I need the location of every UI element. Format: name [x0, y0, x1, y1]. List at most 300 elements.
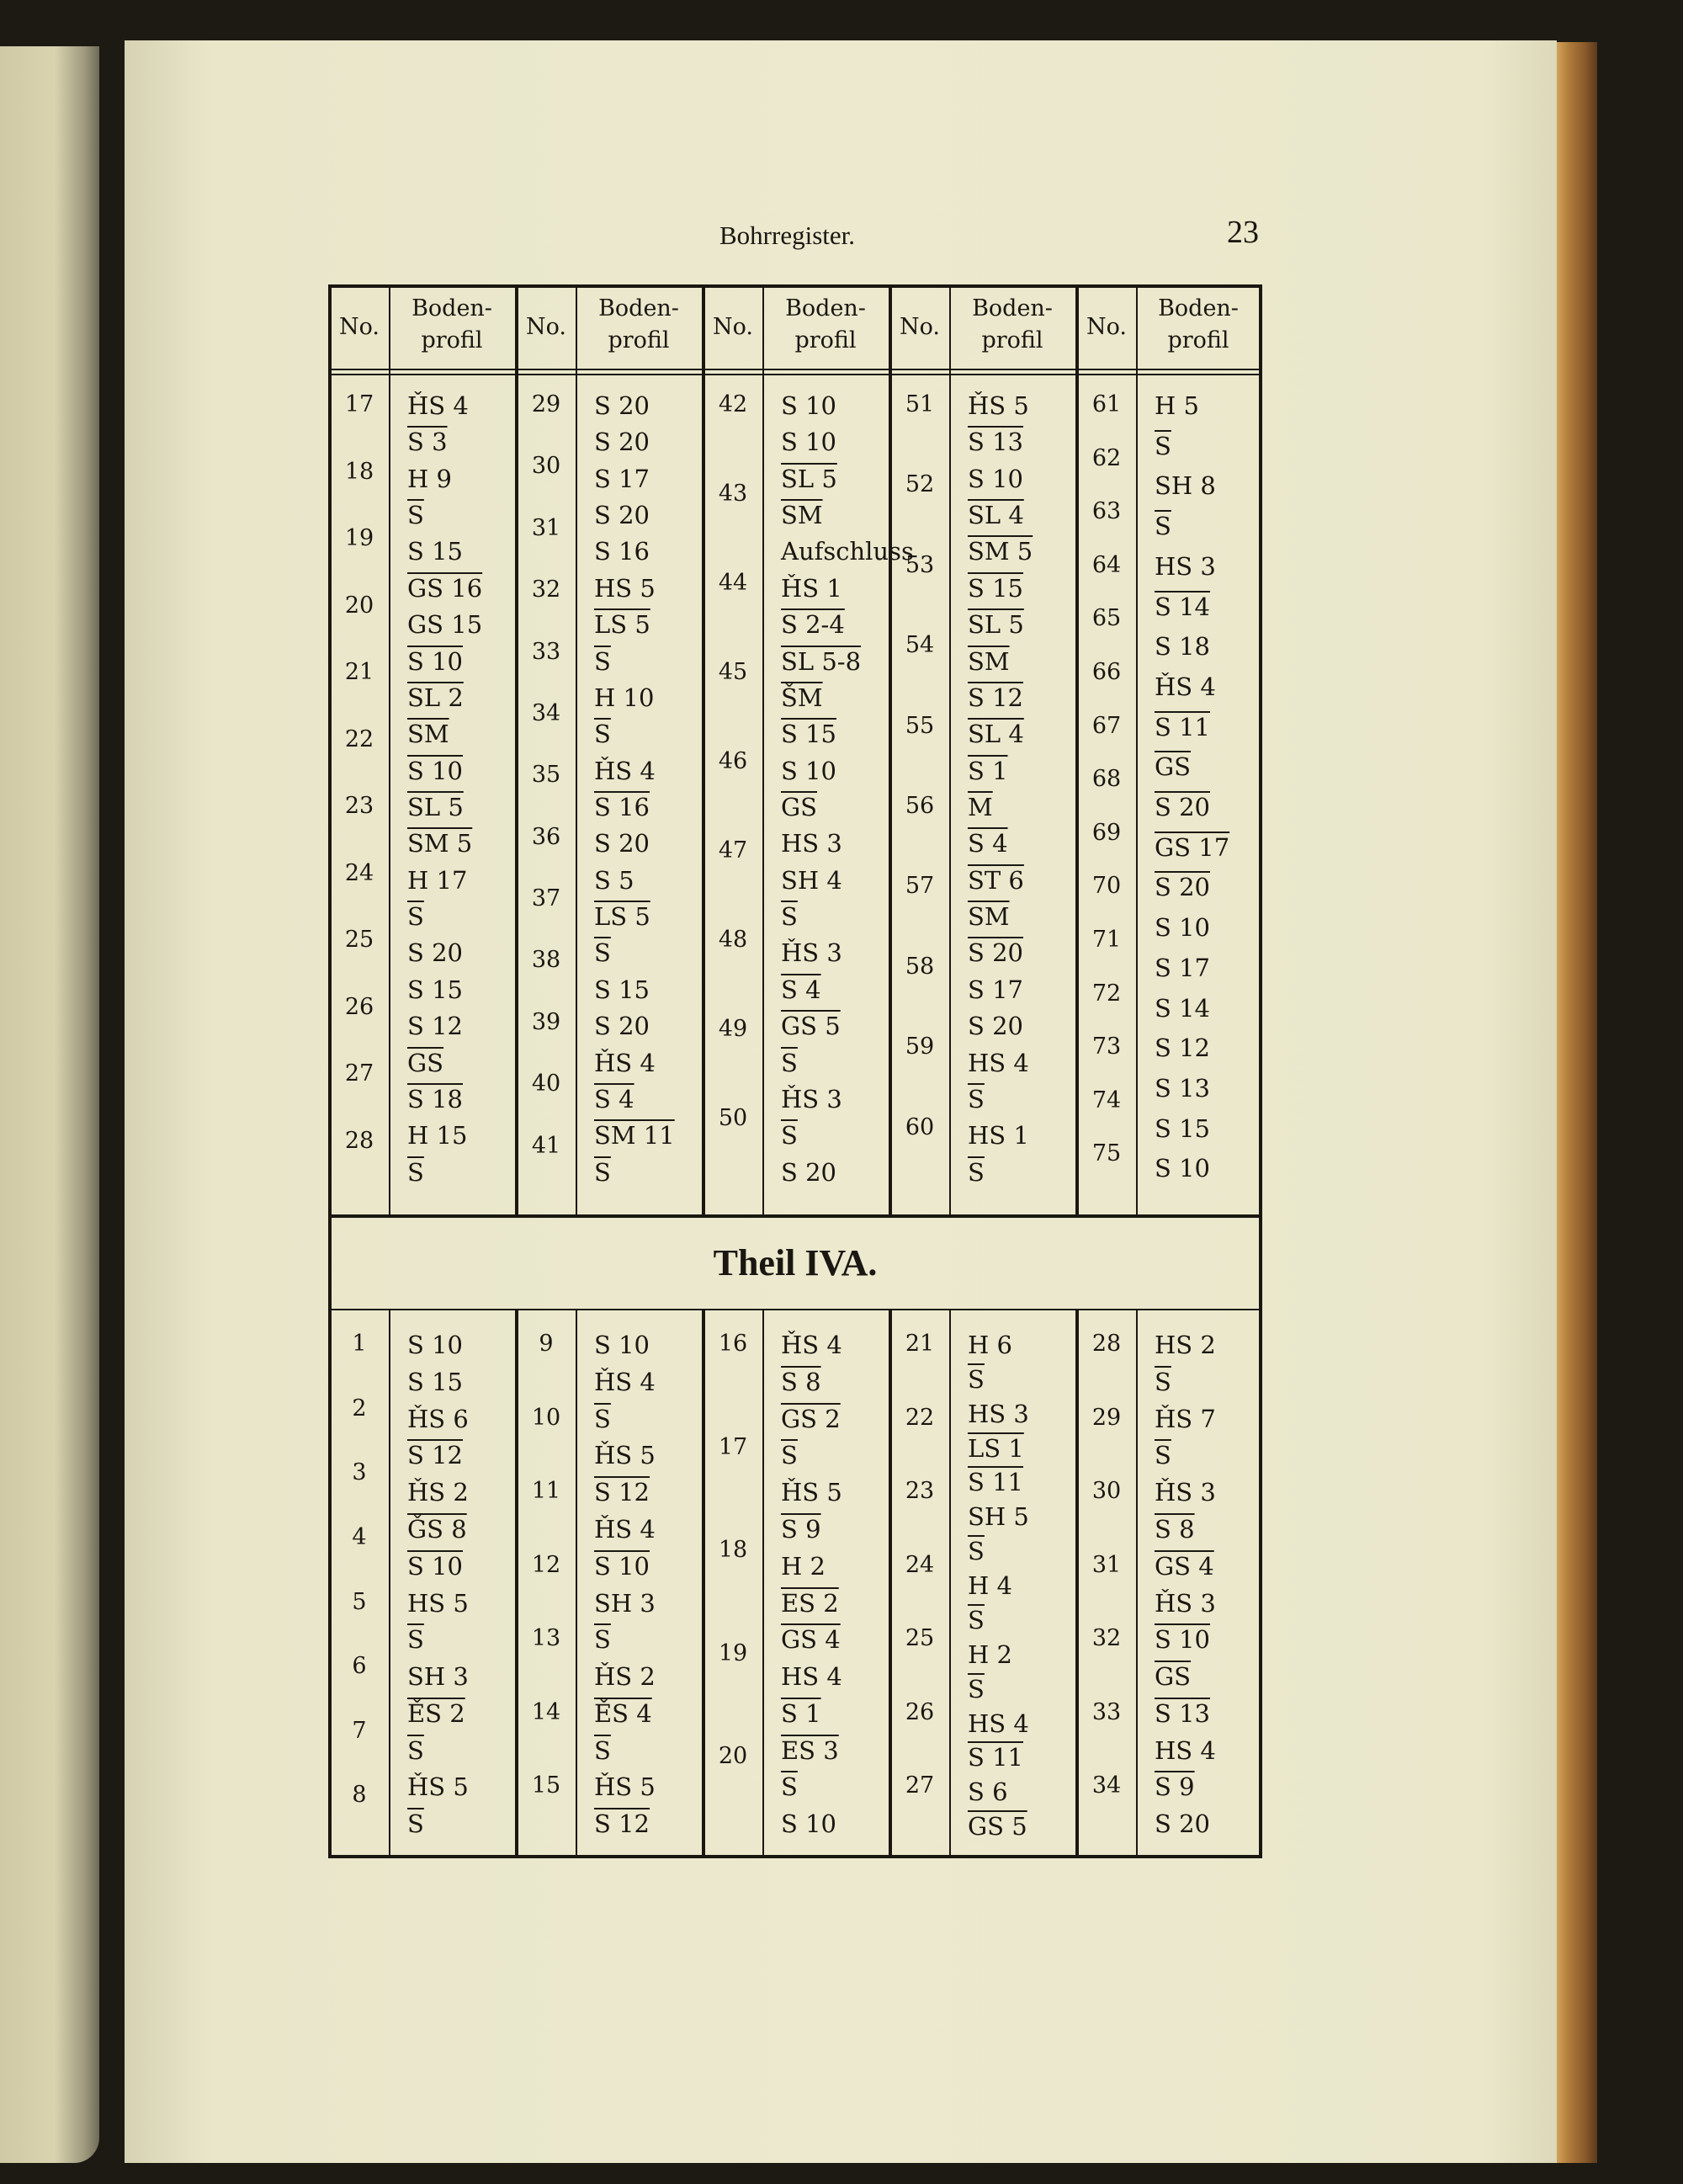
soil-profile-entry: H 6 [968, 1331, 1012, 1359]
header-profile: Boden- profil [598, 295, 679, 353]
header-profile: Boden- profil [1158, 295, 1239, 353]
row-number: 17 [344, 391, 374, 417]
soil-profile-entry: ȞS 1 [781, 573, 842, 603]
row-number: 27 [344, 1060, 374, 1087]
soil-profile-entry: ȞS 5 [781, 1478, 842, 1507]
soil-profile-entry: S 15 [594, 975, 650, 1004]
soil-profile-entry: $\overline{GS}$ [781, 793, 818, 821]
row-number: 65 [1091, 605, 1122, 632]
soil-profile-entry: S 10 [407, 756, 463, 785]
soil-profile-entry: S 20 [594, 428, 650, 457]
soil-profile-entry: $\overline{S}$ [407, 1625, 424, 1655]
soil-profile-entry: $\overline{GS}$ [1155, 752, 1192, 782]
row-number: 15 [531, 1772, 561, 1799]
column-divider [389, 284, 390, 1214]
soil-profile-entry: H 15 [407, 1121, 468, 1150]
soil-profile-entry: S 10 [1155, 1625, 1210, 1655]
row-number: 39 [531, 1008, 561, 1035]
soil-profile-entry: ȞS 4 [781, 1331, 842, 1359]
soil-profile-entry: $\overline{S}$ [1155, 1441, 1171, 1470]
row-number: 64 [1091, 551, 1122, 578]
row-number: 38 [531, 947, 561, 974]
soil-profile-entry: S 15 [781, 720, 836, 749]
soil-profile-entry: ȞS 5 [594, 1441, 656, 1470]
soil-profile-entry: S 10 [1155, 1154, 1210, 1183]
soil-profile-entry: S 20 [594, 501, 650, 530]
soil-profile-entry: H 2 [781, 1551, 826, 1581]
row-number: 22 [344, 725, 374, 752]
soil-profile-entry: $\overline{S}$ [407, 902, 424, 932]
row-number: 14 [531, 1698, 561, 1725]
row-number: 62 [1091, 444, 1122, 471]
row-number: 69 [1091, 819, 1122, 846]
soil-profile-entry: S 13 [1155, 1698, 1210, 1728]
row-number: 33 [531, 638, 561, 665]
row-number: 50 [718, 1105, 748, 1131]
soil-profile-entry: S 18 [1155, 632, 1210, 662]
soil-profile-entry: $\overline{SM}$ [781, 501, 823, 530]
soil-profile-entry: ȞS 2 [594, 1662, 656, 1692]
soil-profile-entry: S 20 [1155, 793, 1210, 821]
row-number: 48 [718, 927, 748, 953]
column-divider [576, 284, 577, 1214]
soil-profile-entry: $\overline{S}$ [594, 938, 611, 968]
row-number: 12 [531, 1551, 561, 1578]
row-number: 23 [905, 1478, 935, 1505]
page-number: 23 [1227, 215, 1259, 250]
soil-profile-entry: LS 5 [594, 902, 650, 932]
row-number: 70 [1091, 873, 1122, 900]
row-number: 29 [531, 391, 561, 417]
row-number: 29 [1091, 1404, 1122, 1431]
soil-profile-entry: $\overline{S}$ [407, 1735, 424, 1765]
soil-profile-entry: S 10 [407, 646, 463, 676]
row-number: 18 [344, 458, 374, 485]
running-title: Bohrregister. [719, 221, 855, 250]
soil-profile-entry: $\overline{S}$ [594, 720, 611, 749]
soil-profile-entry: GS 16 [407, 573, 483, 603]
soil-profile-entry: HS 3 [781, 829, 842, 858]
section-title: Theil IVA. [713, 1242, 878, 1283]
soil-profile-entry: GS 5 [968, 1812, 1027, 1841]
soil-profile-entry: S 8 [1155, 1514, 1195, 1544]
soil-profile-entry: H 2 [968, 1639, 1012, 1669]
soil-profile-entry: S 10 [781, 428, 836, 457]
soil-profile-entry: S 20 [1155, 873, 1210, 902]
soil-profile-entry: S 14 [1155, 993, 1210, 1023]
book-edge [1557, 42, 1597, 2163]
soil-profile-entry: SL 4 [968, 720, 1024, 749]
soil-profile-entry: Aufschluss [781, 537, 914, 566]
soil-profile-entry: $\overline{S}$ [594, 646, 611, 676]
soil-profile-entry: S 15 [407, 1367, 463, 1396]
soil-profile-entry: $\overline{S}$ [968, 1364, 985, 1394]
soil-profile-entry: S 16 [594, 537, 650, 566]
soil-profile-entry: ȞS 4 [594, 1048, 656, 1077]
header-no: No. [900, 314, 940, 340]
row-number: 24 [905, 1551, 935, 1578]
soil-profile-entry: S 4 [968, 829, 1008, 858]
soil-profile-entry: ES 2 [781, 1588, 839, 1618]
soil-profile-entry: $\overline{S}$ [781, 1048, 798, 1077]
row-number: 56 [905, 793, 935, 819]
soil-profile-entry: $\overline{M}$ [968, 793, 993, 821]
soil-profile-entry: ȞS 2 [407, 1478, 469, 1507]
row-number: 1 [352, 1331, 367, 1357]
soil-profile-entry: H 4 [968, 1571, 1012, 1601]
soil-profile-entry: S 12 [1155, 1034, 1210, 1063]
row-number: 32 [1091, 1625, 1122, 1652]
soil-profile-entry: $\overline{S}$ [594, 1157, 611, 1187]
row-number: 16 [718, 1331, 748, 1357]
row-number: 30 [1091, 1478, 1122, 1505]
soil-profile-entry: $\overline{S}$ [968, 1537, 985, 1566]
row-number: 57 [905, 873, 935, 900]
soil-profile-entry: S 2-4 [781, 610, 845, 640]
soil-profile-entry: ȞS 3 [1155, 1478, 1216, 1507]
soil-profile-entry: ȞS 4 [407, 391, 469, 420]
soil-profile-entry: $\overline{S}$ [594, 1735, 611, 1765]
soil-profile-entry: ĚS 4 [594, 1698, 652, 1728]
row-number: 45 [718, 659, 748, 685]
row-number: 41 [531, 1132, 561, 1159]
soil-profile-entry: HS 5 [407, 1588, 469, 1618]
row-number: 6 [352, 1653, 367, 1680]
group-divider [1075, 284, 1079, 1214]
soil-profile-entry: H 5 [1155, 391, 1199, 420]
soil-profile-entry: ȞS 5 [407, 1772, 469, 1802]
soil-profile-entry: S 15 [1155, 1113, 1210, 1143]
soil-profile-entry: ȞS 7 [1155, 1404, 1216, 1433]
soil-profile-entry: $\overline{ŠM}$ [781, 683, 823, 712]
soil-profile-entry: SM 5 [407, 829, 473, 858]
row-number: 42 [718, 391, 748, 417]
row-number: 25 [344, 927, 374, 953]
row-number: 8 [352, 1782, 367, 1809]
soil-profile-entry: S 10 [407, 1331, 463, 1359]
soil-profile-entry: S 13 [968, 428, 1023, 457]
row-number: 24 [344, 859, 374, 886]
soil-profile-entry: S 12 [407, 1012, 463, 1041]
header-profile: Boden- profil [411, 295, 492, 353]
soil-profile-entry: ST 6 [968, 865, 1024, 895]
soil-profile-entry: S 8 [781, 1367, 821, 1396]
soil-profile-entry: S 20 [594, 391, 650, 420]
soil-profile-entry: HS 4 [968, 1708, 1029, 1738]
soil-profile-entry: H 17 [407, 865, 468, 895]
column-divider [949, 1310, 951, 1856]
soil-profile-entry: HS 4 [781, 1662, 842, 1692]
row-number: 22 [905, 1404, 935, 1431]
row-number: 49 [718, 1016, 748, 1042]
soil-profile-entry: S 3 [407, 428, 448, 457]
column-divider [949, 284, 951, 1214]
soil-profile-entry: S 10 [407, 1551, 463, 1581]
row-number: 20 [344, 592, 374, 619]
soil-profile-entry: S 20 [968, 938, 1023, 968]
soil-profile-entry: ȞS 5 [968, 391, 1029, 420]
soil-profile-entry: $\overline{S}$ [407, 1157, 424, 1187]
section-rule-bottom [328, 1309, 1262, 1310]
row-number: 72 [1091, 980, 1122, 1007]
row-number: 33 [1091, 1698, 1122, 1725]
row-number: 10 [531, 1404, 561, 1431]
soil-profile-entry: S 10 [594, 1551, 650, 1581]
soil-profile-entry: GS 17 [1155, 832, 1230, 862]
row-number: 44 [718, 570, 748, 596]
soil-profile-entry: $\overline{S}$ [781, 1772, 798, 1802]
row-number: 21 [905, 1331, 935, 1357]
row-number: 67 [1091, 712, 1122, 739]
row-number: 32 [531, 577, 561, 603]
soil-profile-entry: $\overline{S}$ [781, 902, 798, 932]
header-no: No. [339, 314, 380, 340]
row-number: 74 [1091, 1087, 1122, 1113]
row-number: 25 [905, 1625, 935, 1652]
soil-profile-entry: S 20 [407, 938, 463, 968]
row-number: 21 [344, 659, 374, 685]
row-number: 40 [531, 1071, 561, 1097]
soil-profile-entry: S 10 [781, 391, 836, 420]
row-number: 60 [905, 1113, 935, 1140]
soil-profile-entry: GS 4 [1155, 1551, 1214, 1581]
soil-profile-entry: LS 5 [594, 610, 650, 640]
soil-profile-entry: $\overline{S}$ [968, 1084, 985, 1113]
soil-profile-entry: $\overline{SM}$ [968, 902, 1010, 932]
soil-profile-entry: $\overline{S}$ [1155, 431, 1171, 460]
row-number: 11 [531, 1478, 561, 1505]
soil-profile-entry: HS 3 [968, 1399, 1029, 1428]
soil-profile-entry: H 9 [407, 464, 452, 493]
soil-profile-entry: SL 5 [968, 610, 1024, 640]
soil-profile-entry: ĚS 2 [407, 1698, 465, 1728]
row-number: 19 [344, 525, 374, 551]
left-page-edge [0, 46, 99, 2163]
soil-profile-entry: S 9 [1155, 1772, 1195, 1802]
section-rule-top [328, 1214, 1262, 1218]
row-number: 71 [1091, 927, 1122, 953]
soil-profile-entry: SM 11 [594, 1121, 675, 1150]
soil-profile-entry: GS 15 [407, 610, 483, 640]
soil-profile-entry: S 6 [968, 1777, 1008, 1807]
row-number: 55 [905, 712, 935, 739]
row-number: 2 [352, 1395, 367, 1421]
soil-profile-entry: S 20 [781, 1157, 836, 1187]
soil-profile-entry: S 20 [594, 829, 650, 858]
soil-profile-entry: ȞS 5 [594, 1772, 656, 1802]
soil-profile-entry: ES 3 [781, 1735, 839, 1765]
soil-profile-entry: ȞS 4 [1155, 672, 1216, 701]
soil-profile-entry: SM 5 [968, 537, 1033, 566]
soil-profile-entry: GS 5 [781, 1012, 841, 1041]
row-number: 73 [1091, 1034, 1122, 1060]
soil-profile-entry: SH 4 [781, 865, 842, 895]
row-number: 43 [718, 481, 748, 507]
header-profile: Boden- profil [972, 295, 1053, 353]
soil-profile-entry: ȞS 4 [594, 1514, 656, 1544]
soil-profile-entry: S 10 [781, 756, 836, 785]
soil-profile-entry: S 4 [781, 975, 821, 1004]
soil-profile-entry: $\overline{S}$ [594, 1625, 611, 1655]
header-profile: Boden- profil [785, 295, 866, 353]
soil-profile-entry: $\overline{S}$ [781, 1441, 798, 1470]
row-number: 53 [905, 551, 935, 578]
row-number: 18 [718, 1537, 748, 1564]
soil-profile-entry: SL 5-8 [781, 646, 862, 676]
soil-profile-entry: LS 1 [968, 1433, 1024, 1463]
soil-profile-entry: ȞS 3 [781, 1084, 842, 1113]
soil-profile-entry: S 10 [594, 1331, 650, 1359]
row-number: 54 [905, 632, 935, 659]
soil-profile-entry: S 16 [594, 793, 650, 821]
soil-profile-entry: S 11 [968, 1743, 1023, 1772]
soil-profile-entry: $\overline{S}$ [407, 1809, 424, 1839]
soil-profile-entry: SH 5 [968, 1502, 1029, 1532]
row-number: 9 [539, 1331, 554, 1357]
soil-profile-entry: S 1 [968, 756, 1008, 785]
row-number: 34 [1091, 1772, 1122, 1799]
row-number: 28 [1091, 1331, 1122, 1357]
row-number: 13 [531, 1625, 561, 1652]
soil-profile-entry: HS 1 [968, 1121, 1029, 1150]
row-number: 31 [531, 514, 561, 541]
group-divider [702, 1310, 705, 1856]
soil-profile-entry: S 13 [1155, 1073, 1210, 1103]
soil-profile-entry: S 20 [968, 1012, 1023, 1041]
soil-profile-entry: SL 5 [407, 793, 464, 821]
soil-profile-entry: HS 2 [1155, 1331, 1216, 1359]
soil-profile-entry: S 20 [1155, 1809, 1210, 1839]
soil-profile-entry: S 4 [594, 1084, 634, 1113]
row-number: 52 [905, 471, 935, 498]
soil-profile-entry: $\overline{S}$ [1155, 1367, 1171, 1396]
soil-profile-entry: SH 3 [594, 1588, 656, 1618]
row-number: 7 [352, 1717, 367, 1744]
column-divider [1136, 284, 1138, 1214]
soil-profile-entry: HS 3 [1155, 551, 1216, 581]
row-number: 59 [905, 1034, 935, 1060]
soil-profile-entry: $\overline{GS}$ [407, 1048, 444, 1077]
row-number: 46 [718, 748, 748, 774]
soil-profile-entry: S 12 [968, 683, 1023, 712]
column-divider [1136, 1310, 1138, 1856]
soil-profile-entry: GS 2 [781, 1404, 841, 1433]
row-number: 26 [344, 993, 374, 1020]
soil-profile-entry: $\overline{S}$ [594, 1404, 611, 1433]
row-number: 37 [531, 885, 561, 912]
soil-profile-entry: S 10 [1155, 913, 1210, 943]
soil-profile-entry: $\overline{S}$ [1155, 512, 1171, 541]
row-number: 66 [1091, 659, 1122, 685]
soil-profile-entry: S 5 [594, 865, 634, 895]
header-no: No. [526, 314, 566, 340]
soil-profile-entry: $\overline{GS}$ [1155, 1662, 1192, 1692]
group-divider [889, 284, 892, 1214]
soil-profile-entry: GS 4 [781, 1625, 841, 1655]
soil-profile-entry: $\overline{S}$ [968, 1605, 985, 1634]
soil-profile-entry: SL 4 [968, 501, 1024, 530]
row-number: 36 [531, 823, 561, 850]
row-number: 3 [352, 1459, 367, 1486]
soil-profile-entry: S 15 [407, 537, 463, 566]
row-number: 34 [531, 699, 561, 726]
soil-profile-entry: S 12 [594, 1809, 650, 1839]
soil-profile-entry: S 17 [968, 975, 1023, 1004]
soil-profile-entry: HS 5 [594, 573, 656, 603]
row-number: 68 [1091, 766, 1122, 793]
column-divider [576, 1310, 577, 1856]
soil-profile-entry: S 17 [594, 464, 650, 493]
soil-profile-entry: ȞS 6 [407, 1404, 469, 1433]
row-number: 61 [1091, 391, 1122, 417]
row-number: 58 [905, 953, 935, 980]
soil-profile-entry: S 15 [407, 975, 463, 1004]
soil-profile-entry: ȞS 4 [594, 1367, 656, 1396]
row-number: 75 [1091, 1140, 1122, 1167]
row-number: 17 [718, 1433, 748, 1460]
soil-profile-entry: $\overline{S}$ [968, 1157, 985, 1187]
soil-profile-entry: S 20 [594, 1012, 650, 1041]
soil-profile-entry: S 10 [781, 1809, 836, 1839]
soil-profile-entry: $\overline{SM}$ [968, 646, 1010, 676]
column-divider [762, 284, 764, 1214]
soil-profile-entry: $\overline{SM}$ [407, 720, 449, 749]
row-number: 5 [352, 1588, 367, 1615]
soil-profile-entry: SH 3 [407, 1662, 469, 1692]
soil-profile-entry: HS 4 [968, 1048, 1029, 1077]
row-number: 51 [905, 391, 935, 417]
row-number: 63 [1091, 498, 1122, 525]
soil-profile-entry: ǦS 8 [407, 1514, 467, 1544]
row-number: 4 [352, 1523, 367, 1550]
column-divider [762, 1310, 764, 1856]
soil-profile-entry: $\overline{S}$ [968, 1674, 985, 1703]
soil-profile-entry: S 10 [968, 464, 1023, 493]
soil-profile-entry: ȞS 3 [781, 938, 842, 968]
soil-profile-entry: SL 5 [781, 464, 837, 493]
soil-profile-entry: S 11 [968, 1468, 1023, 1497]
soil-profile-entry: $\overline{S}$ [781, 1121, 798, 1150]
row-number: 26 [905, 1698, 935, 1725]
soil-profile-entry: SH 8 [1155, 471, 1216, 501]
soil-profile-entry: ȞS 3 [1155, 1588, 1216, 1618]
soil-profile-entry: S 12 [407, 1441, 463, 1470]
row-number: 20 [718, 1743, 748, 1770]
header-no: No. [713, 314, 753, 340]
row-number: 27 [905, 1772, 935, 1799]
soil-profile-entry: S 12 [594, 1478, 650, 1507]
header-rule [328, 369, 1262, 375]
row-number: 19 [718, 1639, 748, 1666]
soil-profile-entry: S 15 [968, 573, 1023, 603]
row-number: 35 [531, 762, 561, 789]
soil-profile-entry: S 1 [781, 1698, 821, 1728]
row-number: 28 [344, 1127, 374, 1154]
row-number: 31 [1091, 1551, 1122, 1578]
soil-profile-entry: S 11 [1155, 712, 1210, 741]
soil-profile-entry: HS 4 [1155, 1735, 1216, 1765]
soil-profile-entry: S 14 [1155, 592, 1210, 621]
column-divider [389, 1310, 390, 1856]
row-number: 23 [344, 793, 374, 819]
soil-profile-entry: S 17 [1155, 953, 1210, 982]
soil-profile-entry: S 18 [407, 1084, 463, 1113]
soil-profile-entry: S 9 [781, 1514, 821, 1544]
row-number: 47 [718, 837, 748, 864]
header-no: No. [1086, 314, 1127, 340]
soil-profile-entry: H 10 [594, 683, 655, 712]
row-number: 30 [531, 453, 561, 480]
